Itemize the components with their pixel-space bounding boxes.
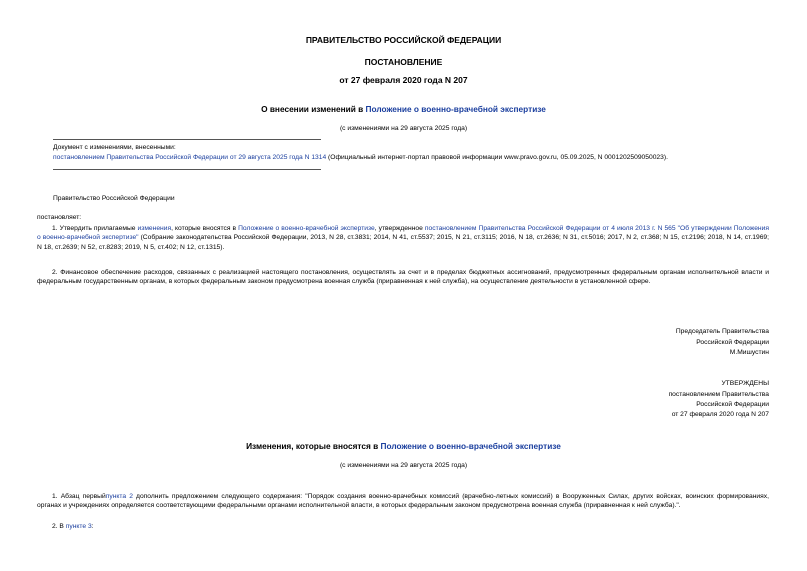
approved-line-2: Российской Федерации	[696, 401, 769, 408]
changes-link[interactable]: изменения	[137, 225, 172, 232]
paragraph-1: 1. Утвердить прилагаемые изменения, которые вносятся в Положение о военно-врачебной экспертизе, утвержденное постановлением Правительства Российской Федерации от 4 июля 2013 г. N 565 "Об утверждении Положения о военно-врачебной экспертизе" (Собрание законодательства Российской Федерации, 2013, N 28, ст.3831; 2014, N 41, ст.5537; 2015, N 21, ст.3115; 2016, N 18, ст.2636; N 31, ст.5016; 2017, N 2, ст.368; N 15, ст.2196; 2018, N 14, ст.1969; N 18, ст.2639; N 52, ст.8283; 2019, N 5, ст.402; N 12, ст.1315).	[37, 225, 769, 251]
amendments-entry	[53, 153, 773, 162]
document-date-number: от 27 февраля 2020 года N 207	[339, 75, 468, 85]
regulation-link-2[interactable]: Положение о военно-врачебной экспертизе	[238, 225, 375, 232]
changes-amended-note: (с изменениями на 29 августа 2025 года)	[339, 462, 468, 469]
amendment-decree-link[interactable]: постановлением Правительства Российской Федерации от 29 августа 2025 года N 1314	[53, 154, 327, 161]
changes-regulation-link[interactable]: Положение о военно-врачебной экспертизе	[380, 441, 561, 451]
amendments-label: Документ с изменениями, внесенными:	[53, 144, 176, 151]
approved-line-3: от 27 февраля 2020 года N 207	[671, 411, 769, 418]
changes-title	[0, 441, 807, 451]
amendments-top-rule	[53, 139, 321, 140]
changes-title-prefix: Изменения, которые вносятся в	[246, 441, 381, 451]
point-2-link[interactable]: пункта 2	[105, 493, 133, 500]
approved-label: УТВЕРЖДЕНЫ	[721, 380, 769, 387]
resolves: постановляет:	[37, 214, 82, 221]
document-title-prefix: О внесении изменений в	[261, 104, 366, 114]
signature-name: М.Мишустин	[729, 349, 769, 356]
signature-country: Российской Федерации	[696, 339, 769, 346]
amendments-bottom-rule	[53, 169, 321, 170]
decree-565-link[interactable]: постановлением Правительства Российской Федерации от 4 июля 2013 г. N 565 "Об утверждении Положения о военно-врачебной экспертизе"	[37, 225, 769, 242]
government-header: ПРАВИТЕЛЬСТВО РОССИЙСКОЙ ФЕДЕРАЦИИ	[305, 35, 502, 45]
document-type: ПОСТАНОВЛЕНИЕ	[364, 57, 443, 67]
issuer: Правительство Российской Федерации	[53, 195, 175, 202]
amendment-source: (Официальный интернет-портал правовой информации www.pravo.gov.ru, 05.09.2025, N 0001202509050023).	[326, 154, 668, 161]
change-item-1: 1. Абзац первыйпункта 2 дополнить предложением следующего содержания: "Порядок создания военно-врачебных комиссий (врачебно-летных комиссий) в Вооруженных Силах, других войсках, воинских формированиях, органах и учреждениях определяется соответствующими федеральными органами исполнительной власти, в которых федеральным законом предусмотрена военная служба (приравненная к ней служба).".	[37, 493, 769, 510]
amended-note: (с изменениями на 29 августа 2025 года)	[339, 125, 468, 132]
signature-position: Председатель Правительства	[675, 328, 769, 335]
change-item-2: 2. В пункте 3:	[52, 523, 94, 530]
paragraph-2: 2. Финансовое обеспечение расходов, связанных с реализацией настоящего постановления, осуществлять за счет и в пределах бюджетных ассигнований, предусмотренных федеральным органам исполнительной власти и федеральным государственным органам, в которых федеральным законом предусмотрена военная служба (приравненная к ней служба), на осуществление деятельности в установленной сфере.	[37, 269, 769, 286]
point-3-link[interactable]: пункте 3	[65, 523, 92, 530]
regulation-link[interactable]: Положение о военно-врачебной экспертизе	[365, 104, 546, 114]
approved-line-1: постановлением Правительства	[668, 391, 769, 398]
document-title	[0, 104, 807, 114]
